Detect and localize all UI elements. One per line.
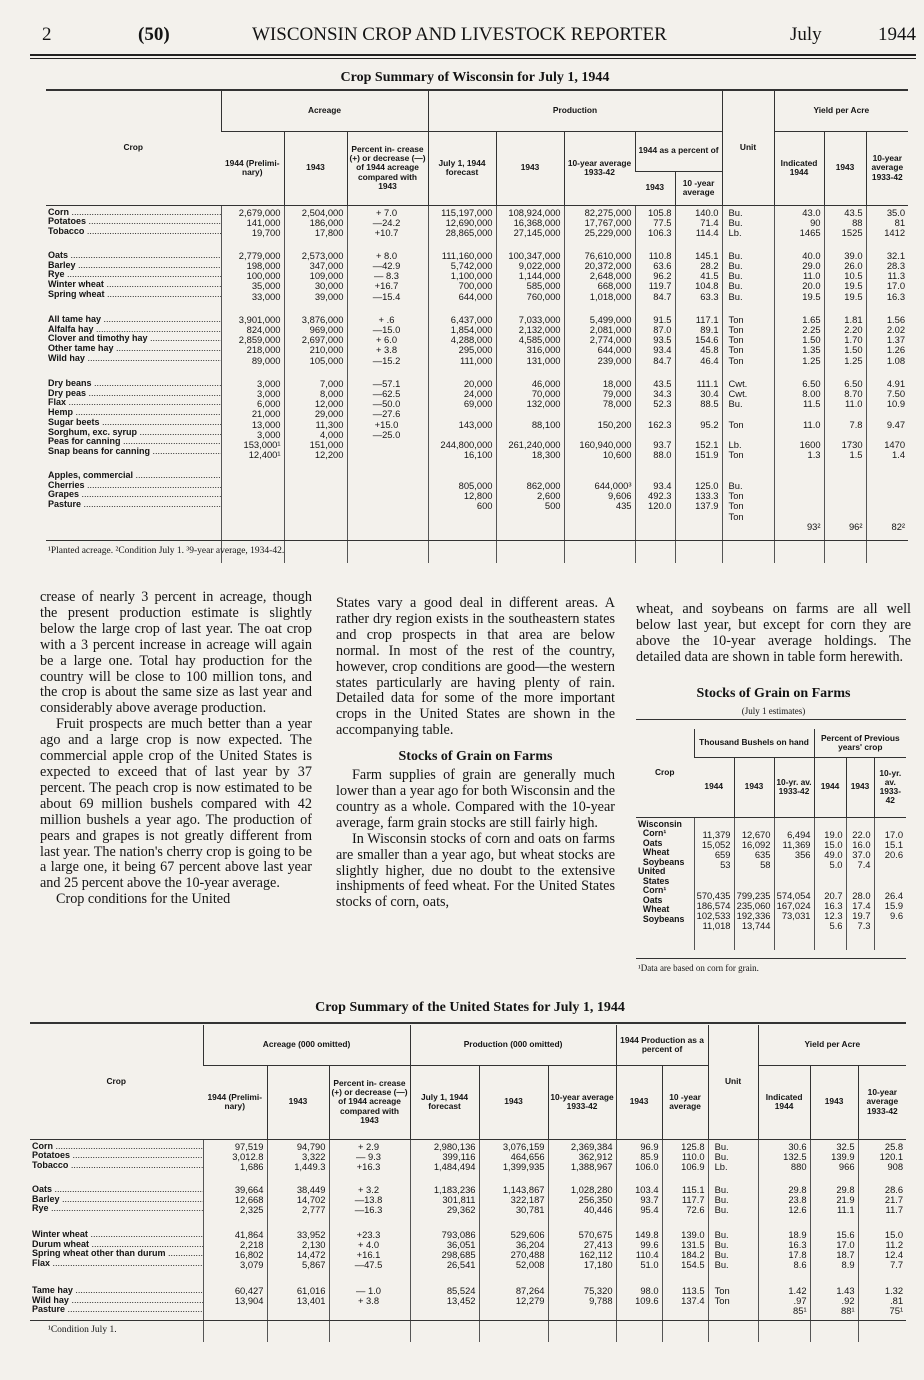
yield-1943-values: 1.81 2.20 1.70 1.50 1.25 (824, 313, 866, 377)
percent-10yr-values: 113.5 137.4 (662, 1284, 708, 1342)
crop-name: Corn ..... (32, 1142, 203, 1152)
percent-1943-values: 149.8 99.6 110.4 51.0 (616, 1228, 662, 1284)
col-crop: Crop (30, 1025, 203, 1139)
yield-indicated-values: 93² (774, 469, 824, 563)
crop-name: Durum wheat ..... (32, 1240, 203, 1250)
yield-10yr-values: 1.56 2.02 1.37 1.26 1.08 (866, 313, 908, 377)
crop-group-row (46, 313, 908, 377)
crop-name: Tame hay ..... (32, 1286, 203, 1296)
wisconsin-crop-summary-table (46, 91, 908, 563)
crop-names (46, 313, 221, 377)
col-acreage: Acreage (221, 91, 428, 131)
us-table-title: Crop Summary of the United States for July 1, 1944 (315, 1000, 625, 1015)
col-pct-1943: 1943 (846, 757, 874, 817)
yield-10yr-values: 15.0 11.2 12.4 7.7 (858, 1228, 906, 1284)
yield-1943-values: 43.5 88 1525 (824, 205, 866, 249)
production-1943-values: 108,924,000 16,368,000 27,145,000 (496, 205, 564, 249)
percent-10yr-values: 115.1 117.7 72.6 (662, 1183, 708, 1228)
unit-values: Ton Ton Ton Ton Ton (722, 313, 774, 377)
column-2 (336, 596, 615, 911)
crop-name: Winter wheat ..... (32, 1230, 203, 1240)
crop-name: Snap beans for canning ..... (48, 447, 221, 457)
col-production-1943: 1943 (496, 131, 564, 205)
col-acreage: Acreage (000 omitted) (203, 1025, 410, 1065)
yield-10yr-values: 1.32 .81 75¹ (858, 1284, 906, 1342)
yield-10yr-values: 25.8 120.1 908 (858, 1139, 906, 1183)
unit-values: Bu. Bu. Bu. Bu. (708, 1228, 758, 1284)
table-bottom-rule (46, 540, 908, 541)
crop-names (30, 1183, 203, 1228)
production-1943-values: 529,606 36,204 270,488 52,008 (479, 1228, 548, 1284)
col-yield-10yr: 10-year average 1933-42 (866, 131, 908, 205)
crop-name: Spring wheat other than durum ..... (32, 1249, 203, 1259)
yield-10yr-values: 32.1 28.3 11.3 17.0 16.3 (866, 249, 908, 313)
crop-name: Tobacco ..... (48, 227, 221, 237)
col-yield: Yield per Acre (758, 1025, 906, 1065)
yield-indicated-values: 30.6 132.5 880 (758, 1139, 810, 1183)
crop-name: Oats ..... (48, 251, 221, 261)
column-3 (636, 602, 911, 666)
us-table-footnote: ¹Condition July 1. (48, 1325, 117, 1335)
crop-name: Flax ..... (32, 1259, 203, 1269)
stocks-pct-1944: 19.0 15.0 49.0 5.0 20.7 16.3 12.3 5.6 (814, 817, 846, 950)
us-crop-summary-table (30, 1025, 906, 1342)
acreage-1943-values: 2,504,000 186,000 17,800 (284, 205, 347, 249)
stocks-crop-labels: Wisconsin Corn¹ Oats Wheat Soybeans United States Corn¹ Oats Wheat Soybeans (638, 818, 685, 924)
unit-values: Bu. Bu. Bu. (708, 1183, 758, 1228)
crop-name: Wild hay ..... (32, 1296, 203, 1306)
percent-10yr-values: 125.8 110.0 106.9 (662, 1139, 708, 1183)
col-production-10yr: 10-year average 1933-42 (548, 1065, 616, 1139)
col-unit: Unit (722, 91, 774, 205)
acreage-1944-values: 2,779,000 198,000 100,000 35,000 33,000 (221, 249, 284, 313)
production-10yr-values: 75,320 9,788 (548, 1284, 616, 1342)
col-production-10yr: 10-year average 1933-42 (564, 131, 635, 205)
percent-1943-values: 110.8 63.6 96.2 119.7 84.7 (635, 249, 675, 313)
acreage-percent-values: — 1.0 + 3.8 (329, 1284, 410, 1342)
crop-group-row (30, 1183, 906, 1228)
paragraph: In Wisconsin stocks of corn and oats on farms are smaller than a year ago, but wheat stocks are slightly higher, due no doubt to the extensive inshipments of feed wheat. For the United States stocks of corn, oats, (336, 830, 615, 911)
crop-name: Wild hay ..... (48, 354, 221, 364)
column-1 (40, 590, 312, 908)
crop-names (46, 377, 221, 469)
acreage-1943-values: 61,016 13,401 (267, 1284, 329, 1342)
acreage-percent-values: +23.3 + 4.0 +16.1 —47.5 (329, 1228, 410, 1284)
yield-10yr-values: 4.91 7.50 10.9 9.47 1470 1.4 (866, 377, 908, 469)
production-forecast-values: 2,980,136 399,116 1,484,494 (410, 1139, 479, 1183)
production-1943-values: 862,000 2,600 500 (496, 469, 564, 563)
acreage-percent-values: + 3.2 —13.8 —16.3 (329, 1183, 410, 1228)
yield-indicated-values: 18.9 16.3 17.8 8.6 (758, 1228, 810, 1284)
unit-values: Ton Ton (708, 1284, 758, 1342)
col-yield-10yr: 10-year average 1933-42 (858, 1065, 906, 1139)
yield-1943-values: 39.0 26.0 10.5 19.5 19.5 (824, 249, 866, 313)
production-1943-values: 3,076,159 464,656 1,399,935 (479, 1139, 548, 1183)
acreage-1943-values: 2,573,000 347,000 109,000 30,000 39,000 (284, 249, 347, 313)
acreage-1944-values: 41,864 2,218 16,802 3,079 (203, 1228, 267, 1284)
stocks-pct-10yr: 17.0 15.1 20.6 26.4 15.9 9.6 (874, 817, 906, 950)
production-forecast-values: 115,197,000 12,690,000 28,865,000 (428, 205, 496, 249)
yield-10yr-values: 28.6 21.7 11.7 (858, 1183, 906, 1228)
crop-name: Winter wheat ..... (48, 280, 221, 290)
stocks-pct-1943: 22.0 16.0 37.0 7.4 28.0 17.4 19.7 7.3 (846, 817, 874, 950)
acreage-1944-values: 3,000 3,000 6,000 21,000 13,000 3,000 153,000¹ 12,400¹ (221, 377, 284, 469)
crop-name: Peas for canning ..... (48, 437, 221, 447)
header-rule-thin (30, 58, 916, 59)
us-table-top-rule (30, 1022, 906, 1024)
crop-group-row (30, 1228, 906, 1284)
unit-values: Bu. Ton Ton Ton (722, 469, 774, 563)
acreage-1943-values: 33,952 2,130 14,472 5,867 (267, 1228, 329, 1284)
crop-name: Rye ..... (48, 270, 221, 280)
stocks-10yr: 6,494 11,369 356 574,054 167,024 73,031 (774, 817, 814, 950)
unit-values: Cwt. Cwt. Bu. Ton Lb. Ton (722, 377, 774, 469)
crop-name: Hemp ..... (48, 408, 221, 418)
col-yield-indicated: Indicated 1944 (758, 1065, 810, 1139)
crop-names (30, 1139, 203, 1183)
acreage-1944-values: 3,901,000 824,000 2,859,000 218,000 89,000 (221, 313, 284, 377)
production-forecast-values: 85,524 13,452 (410, 1284, 479, 1342)
acreage-1944-values: 2,679,000 141,000 19,700 (221, 205, 284, 249)
wisconsin-table-title: Crop Summary of Wisconsin for July 1, 1944 (340, 70, 610, 85)
percent-1943-values: 98.0 109.6 (616, 1284, 662, 1342)
stocks-table-subtitle: (July 1 estimates) (741, 706, 806, 716)
acreage-1944-values: 39,664 12,668 2,325 (203, 1183, 267, 1228)
crop-name: Other tame hay ..... (48, 344, 221, 354)
crop-name: Potatoes ..... (32, 1151, 203, 1161)
production-10yr-values: 82,275,000 17,767,000 25,229,000 (564, 205, 635, 249)
stocks-table-footnote: ¹Data are based on corn for grain. (638, 963, 759, 973)
col-yield-1943: 1943 (824, 131, 866, 205)
crop-name: Barley ..... (32, 1195, 203, 1205)
production-forecast-values: 6,437,000 1,854,000 4,288,000 295,000 111,000 (428, 313, 496, 377)
col-acreage-1944: 1944 (Prelimi- nary) (203, 1065, 267, 1139)
crop-group-row (46, 249, 908, 313)
crop-name: Flax ..... (48, 398, 221, 408)
yield-indicated-values: 29.8 23.8 12.6 (758, 1183, 810, 1228)
yield-1943-values: 6.50 8.70 11.0 7.8 1730 1.5 (824, 377, 866, 469)
stocks-1943: 12,670 16,092 635 58 799,235 235,060 192,336 13,744 (734, 817, 774, 950)
col-thousand-bushels: Thousand Bushels on hand (694, 729, 814, 757)
col-production-percent: 1944 Production as a percent of (616, 1025, 708, 1065)
acreage-1944-values: 97,519 3,012.8 1,686 (203, 1139, 267, 1183)
crop-name: Pasture ..... (48, 500, 221, 510)
acreage-1944-values: 60,427 13,904 (203, 1284, 267, 1342)
percent-10yr-values: 125.0 133.3 137.9 (675, 469, 722, 563)
col-acreage-1943: 1943 (267, 1065, 329, 1139)
header-month: July (790, 24, 822, 45)
crop-name: Clover and timothy hay ..... (48, 334, 221, 344)
us-table-bottom-rule (30, 1320, 906, 1321)
crop-name: Pasture ..... (32, 1305, 203, 1315)
stocks-bottom-rule (636, 958, 906, 959)
acreage-1943-values: 94,790 3,322 1,449.3 (267, 1139, 329, 1183)
crop-name: Corn ..... (48, 208, 221, 218)
percent-10yr-values: 145.1 28.2 41.5 104.8 63.3 (675, 249, 722, 313)
stocks-table-title: Stocks of Grain on Farms (696, 686, 851, 701)
col-pct-1944: 1944 (814, 757, 846, 817)
crop-name: Sugar beets ..... (48, 418, 221, 428)
stocks-1944: 11,379 15,052 659 53 570,435 186,574 102,533 11,018 (694, 817, 734, 950)
stocks-top-rule (636, 719, 906, 720)
yield-indicated-values: 40.0 29.0 11.0 20.0 19.5 (774, 249, 824, 313)
yield-10yr-values: 35.0 81 1412 (866, 205, 908, 249)
production-1943-values: 7,033,000 2,132,000 4,585,000 316,000 131,000 (496, 313, 564, 377)
col-percent-1943: 1943 (635, 171, 675, 205)
production-10yr-values: 76,610,000 20,372,000 2,648,000 668,000 1,018,000 (564, 249, 635, 313)
paragraph: Farm supplies of grain are generally much lower than a year ago for both Wisconsin and the country as a whole. Compared with the 10-year average, farm grain stocks are still fairly high. (336, 767, 615, 831)
crop-group-row (46, 205, 908, 249)
crop-names (30, 1228, 203, 1284)
col-percent-1943: 1943 (616, 1065, 662, 1139)
stocks-of-grain-table (636, 729, 906, 950)
paragraph: Crop conditions for the United (56, 891, 231, 908)
percent-1943-values: 91.5 87.0 93.5 93.4 84.7 (635, 313, 675, 377)
yield-indicated-values: 1.42 .97 85¹ (758, 1284, 810, 1342)
acreage-percent-values (347, 469, 428, 563)
col-production: Production (428, 91, 722, 131)
production-10yr-values: 1,028,280 256,350 40,446 (548, 1183, 616, 1228)
production-10yr-values: 2,369,384 362,912 1,388,967 (548, 1139, 616, 1183)
col-acreage-1943: 1943 (284, 131, 347, 205)
col-1943: 1943 (734, 757, 774, 817)
crop-name: Spring wheat ..... (48, 290, 221, 300)
col-percent-10yr: 10 -year average (662, 1065, 708, 1139)
percent-10yr-values: 139.0 131.5 184.2 154.5 (662, 1228, 708, 1284)
col-production-forecast: July 1, 1944 forecast (428, 131, 496, 205)
crop-name: Apples, commercial ..... (48, 471, 221, 481)
crop-names (46, 249, 221, 313)
yield-10yr-values: 82² (866, 469, 908, 563)
production-forecast-values: 111,160,000 5,742,000 1,100,000 700,000 644,000 (428, 249, 496, 313)
col-production-forecast: July 1, 1944 forecast (410, 1065, 479, 1139)
production-1943-values: 1,143,867 322,187 30,781 (479, 1183, 548, 1228)
acreage-percent-values: —57.1 —62.5 —50.0 —27.6 +15.0 —25.0 (347, 377, 428, 469)
production-forecast-values: 1,183,236 301,811 29,362 (410, 1183, 479, 1228)
crop-name: Tobacco ..... (32, 1161, 203, 1171)
acreage-1943-values: 38,449 14,702 2,777 (267, 1183, 329, 1228)
acreage-1943-values: 3,876,000 969,000 2,697,000 210,000 105,000 (284, 313, 347, 377)
paragraph: Fruit prospects are much better than a year ago and a large crop is now expected. The commercial apple crop of the United States is expected to exceed that of last year by 37 percent. The peach crop is now estimated to be about 69 million bushels compared with 42 million bushels a year ago. The production of pears and grapes is not greatly different from last year. The nation's cherry crop is going to be a large one, it being 67 percent above last year and 25 percent above the 10-year average. (40, 716, 312, 892)
page-number: 2 (42, 24, 52, 45)
production-10yr-values: 5,499,000 2,081,000 2,774,000 644,000 239,000 (564, 313, 635, 377)
crop-name: Barley ..... (48, 261, 221, 271)
production-forecast-values: 20,000 24,000 69,000 143,000 244,800,000 16,100 (428, 377, 496, 469)
crop-name: Dry peas ..... (48, 389, 221, 399)
percent-1943-values: 93.4 492.3 120.0 (635, 469, 675, 563)
percent-1943-values: 103.4 93.7 95.4 (616, 1183, 662, 1228)
crop-name: All tame hay ..... (48, 315, 221, 325)
col-production-percent: 1944 as a percent of (635, 131, 722, 171)
percent-1943-values: 43.5 34.3 52.3 162.3 93.7 88.0 (635, 377, 675, 469)
crop-group-row (46, 377, 908, 469)
col-yield-1943: 1943 (810, 1065, 858, 1139)
acreage-percent-values: + 2.9 — 9.3 +16.3 (329, 1139, 410, 1183)
wisconsin-table-footnote: ¹Planted acreage. ²Condition July 1. ³9-year average, 1934-42. (48, 546, 285, 556)
header-year: 1944 (878, 24, 916, 45)
unit-values: Bu. Bu. Lb. (722, 205, 774, 249)
col-crop: Crop (46, 91, 221, 205)
crop-name: Alfalfa hay ..... (48, 325, 221, 335)
acreage-percent-values: + 8.0 —42.9 — 8.3 +16.7 —15.4 (347, 249, 428, 313)
section-heading: Stocks of Grain on Farms (398, 749, 553, 765)
paragraph: crease of nearly 3 percent in acreage, though the present production estimate is slightly below the large crop of last year. The oat crop with a 3 percent increase in acreage will again be a large one. Total hay production for the country will be close to 100 million tons, and the crop is about the same size as last year and considerably above average production. (40, 589, 312, 717)
col-10yr: 10-yr. av. 1933-42 (774, 757, 814, 817)
col-acreage-percent: Percent in- crease (+) or decrease (—) of 1944 acreage compared with 1943 (329, 1065, 410, 1139)
percent-10yr-values: 117.1 89.1 154.6 45.8 46.4 (675, 313, 722, 377)
crop-name: Rye ..... (32, 1204, 203, 1214)
yield-indicated-values: 43.0 90 1465 (774, 205, 824, 249)
yield-indicated-values: 1.65 2.25 1.50 1.35 1.25 (774, 313, 824, 377)
percent-10yr-values: 111.1 30.4 88.5 95.2 152.1 151.9 (675, 377, 722, 469)
crop-name: Cherries ..... (48, 481, 221, 491)
acreage-1943-values (284, 469, 347, 563)
publication-title: WISCONSIN CROP AND LIVESTOCK REPORTER (252, 24, 667, 45)
percent-10yr-values: 140.0 71.4 114.4 (675, 205, 722, 249)
col-yield: Yield per Acre (774, 91, 908, 131)
production-1943-values: 46,000 70,000 132,000 88,100 261,240,000 18,300 (496, 377, 564, 469)
col-yield-indicated: Indicated 1944 (774, 131, 824, 205)
col-acreage-1944: 1944 (Prelimi- nary) (221, 131, 284, 205)
unit-values: Bu. Bu. Bu. Bu. Bu. (722, 249, 774, 313)
col-acreage-percent: Percent in- crease (+) or decrease (—) of 1944 acreage compared with 1943 (347, 131, 428, 205)
crop-group-row (30, 1284, 906, 1342)
col-production: Production (000 omitted) (410, 1025, 616, 1065)
acreage-percent-values: + .6 —15.0 + 6.0 + 3.8 —15.2 (347, 313, 428, 377)
percent-1943-values: 96.9 85.9 106.0 (616, 1139, 662, 1183)
yield-1943-values: 96² (824, 469, 866, 563)
col-production-1943: 1943 (479, 1065, 548, 1139)
crop-names (46, 205, 221, 249)
crop-group-row (30, 1139, 906, 1183)
percent-1943-values: 105.8 77.5 106.3 (635, 205, 675, 249)
paragraph: wheat, and soybeans on farms are all well below last year, but except for corn they are above the 10-year average holdings. The detailed data are shown in table form herewith. (636, 601, 911, 665)
crop-name: Sorghum, exc. syrup ..... (48, 428, 221, 438)
crop-name: Grapes ..... (48, 490, 221, 500)
yield-1943-values: 29.8 21.9 11.1 (810, 1183, 858, 1228)
col-pct-10yr: 10-yr. av. 1933-42 (874, 757, 906, 817)
col-percent-previous-crop: Percent of Previous years' crop (814, 729, 906, 757)
yield-indicated-values: 6.50 8.00 11.5 11.0 1600 1.3 (774, 377, 824, 469)
production-1943-values: 100,347,000 9,022,000 1,144,000 585,000 760,000 (496, 249, 564, 313)
yield-1943-values: 32.5 139.9 966 (810, 1139, 858, 1183)
header-rule (30, 54, 916, 56)
production-forecast-values: 793,086 36,051 298,685 26,541 (410, 1228, 479, 1284)
acreage-percent-values: + 7.0 —24.2 +10.7 (347, 205, 428, 249)
issue-number: (50) (138, 24, 170, 45)
paragraph: States vary a good deal in different areas. A rather dry region exists in the southeastern states and crop prospects in that area are below normal. In most of the rest of the country, however, crop conditions are good—the western states particularly are having plenty of rain. Detailed data for some of the more important crops in the United States are shown in the accompanying table. (336, 595, 615, 739)
acreage-1943-values: 7,000 8,000 12,000 29,000 11,300 4,000 151,000 12,200 (284, 377, 347, 469)
crop-name: Oats ..... (32, 1185, 203, 1195)
production-forecast-values: 805,000 12,800 600 (428, 469, 496, 563)
production-10yr-values: 570,675 27,413 162,112 17,180 (548, 1228, 616, 1284)
col-percent-10yr: 10 -year average (675, 171, 722, 205)
col-1944: 1944 (694, 757, 734, 817)
yield-1943-values: 1.43 .92 88¹ (810, 1284, 858, 1342)
production-1943-values: 87,264 12,279 (479, 1284, 548, 1342)
col-unit: Unit (708, 1025, 758, 1139)
production-10yr-values: 18,000 79,000 78,000 150,200 160,940,000 10,600 (564, 377, 635, 469)
crop-name: Dry beans ..... (48, 379, 221, 389)
col-crop: Crop (636, 729, 694, 817)
unit-values: Bu. Bu. Lb. (708, 1139, 758, 1183)
crop-name: Potatoes ..... (48, 217, 221, 227)
yield-1943-values: 15.6 17.0 18.7 8.9 (810, 1228, 858, 1284)
production-10yr-values: 644,000³ 9,606 435 (564, 469, 635, 563)
